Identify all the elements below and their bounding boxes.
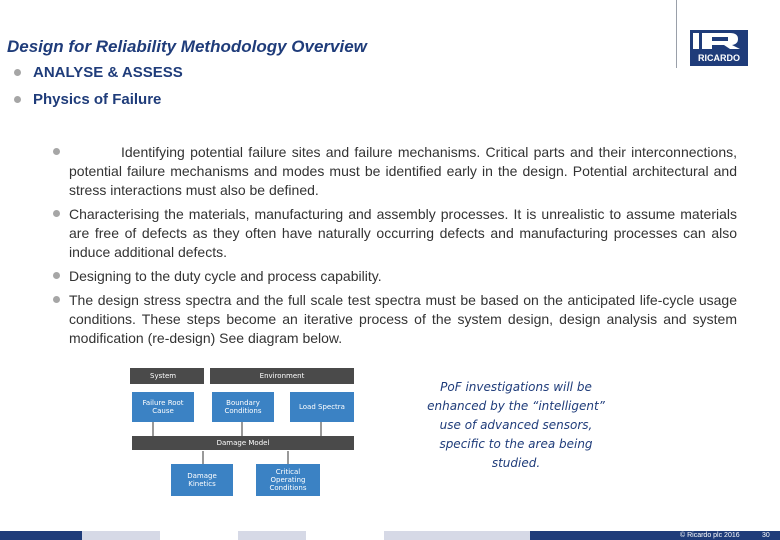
bullet-icon (14, 69, 21, 76)
bullet-icon (14, 96, 21, 103)
subbullet-identifying-text: Identifying potential failure sites and failure mechanisms. Critical parts and their interconnections, potential failure mechanisms and modes must be identified early in the design. Potential architectural and stress interactions must also be defined. (69, 144, 737, 198)
bullet-icon (53, 296, 60, 303)
footer-copyright: © Ricardo plc 2016 (680, 532, 740, 539)
diagram-box-boundary-conditions: Boundary Conditions (212, 392, 274, 422)
logo-text: RICARDO (698, 53, 740, 63)
diagram-box-system: System (130, 368, 204, 384)
pof-diagram (128, 366, 356, 500)
diagram-box-environment: Environment (210, 368, 354, 384)
bullet-icon (53, 210, 60, 217)
diagram-box-failure-root-cause: Failure Root Cause (132, 392, 194, 422)
subbullet-stress-spectra: The design stress spectra and the full scale test spectra must be based on the anticipated life-cycle usage conditions. These steps become an iterative process of the system design, design analysis and system modification (re-design) See diagram below. (69, 292, 737, 346)
diagram-box-damage-kinetics: Damage Kinetics (171, 464, 233, 496)
diagram-box-damage-model: Damage Model (132, 436, 354, 450)
bullet-icon (53, 272, 60, 279)
footer-bar (0, 531, 780, 540)
ricardo-logo (690, 30, 748, 66)
subbullet-identifying (69, 143, 737, 200)
header-divider (676, 0, 677, 68)
bullet-icon (53, 148, 60, 155)
diagram-box-load-spectra: Load Spectra (290, 392, 354, 422)
diagram-box-critical-operating-conditions: Critical Operating Conditions (256, 464, 320, 496)
diagram-connectors (128, 366, 356, 500)
page-number: 30 (762, 532, 770, 539)
subbullet-characterising: Characterising the materials, manufacturing and assembly processes. It is unrealistic to assume materials are free of defects as they often have naturally occurring defects and manufacturing processes can also induce additional defects. (69, 206, 737, 260)
bullet-analyse: ANALYSE & ASSESS (33, 64, 183, 81)
bullet-physics-of-failure: Physics of Failure (33, 91, 162, 108)
subbullet-duty-cycle: Designing to the duty cycle and process capability. (69, 268, 382, 284)
slide-title: Design for Reliability Methodology Overview (7, 37, 367, 56)
pof-note: PoF investigations will be enhanced by the “intelligent” use of advanced sensors, specific to the area being studied. (427, 380, 605, 470)
